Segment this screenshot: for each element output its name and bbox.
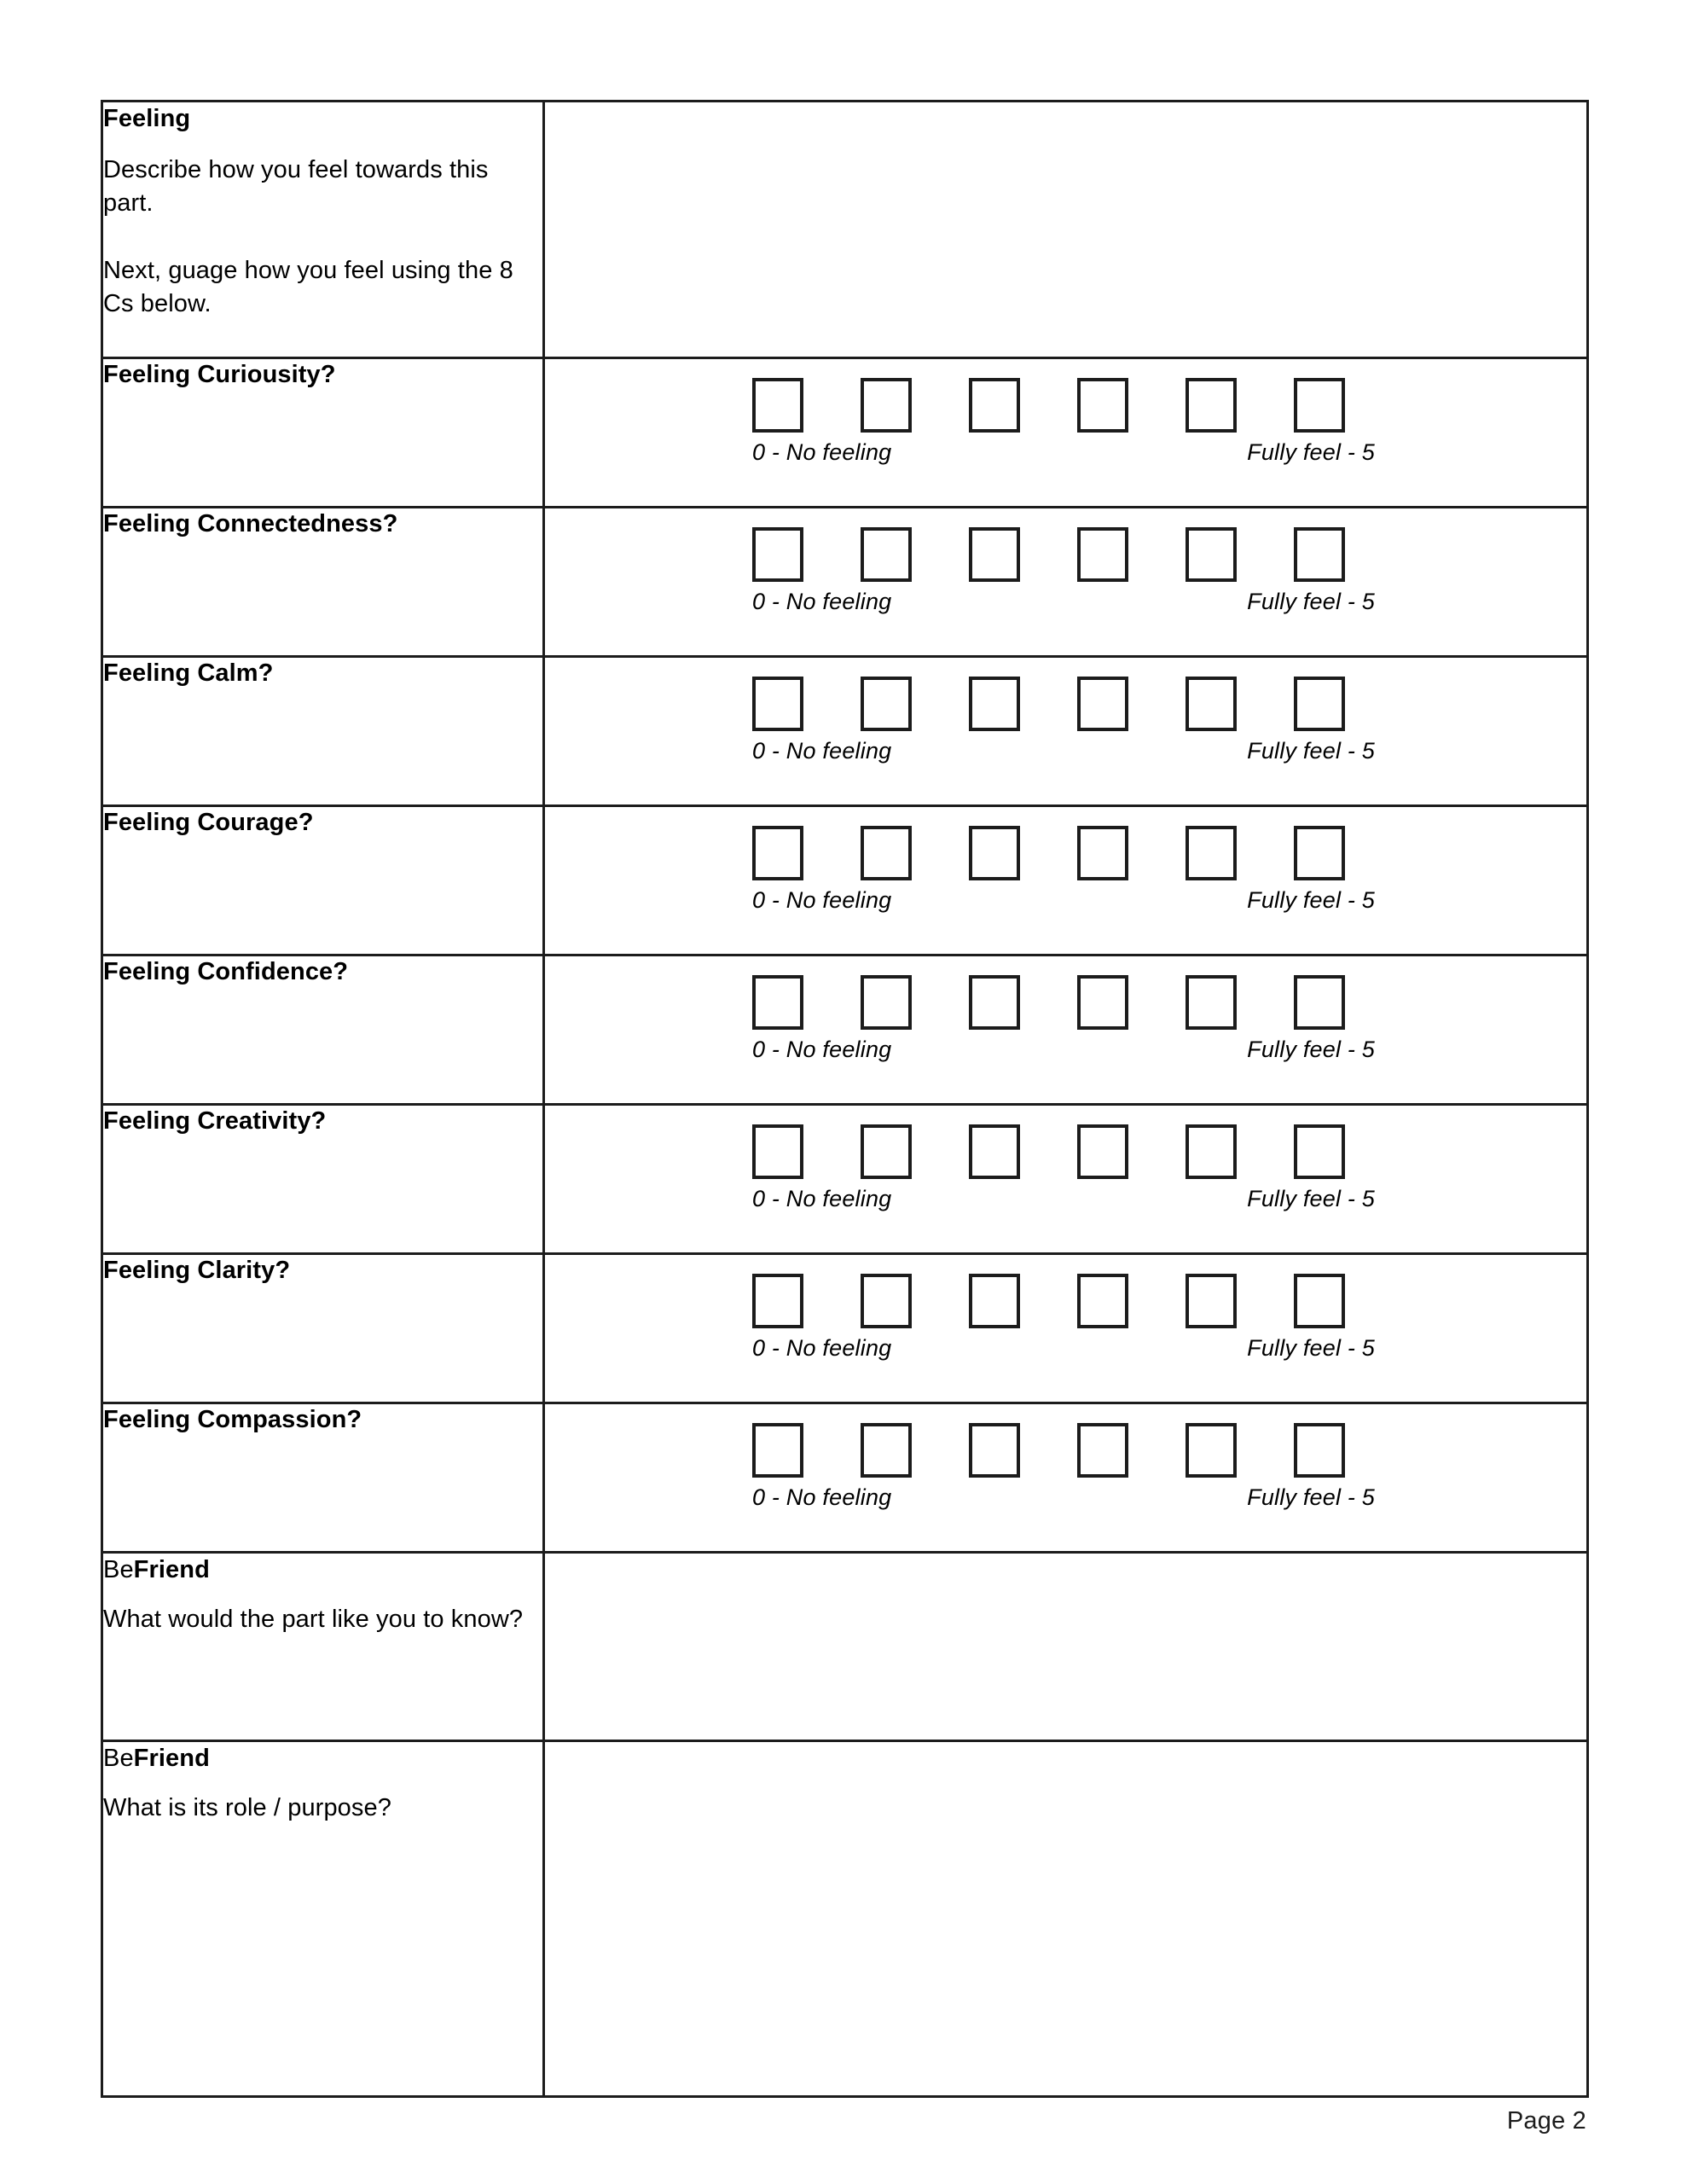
scale-caption-high: Fully feel - 5 <box>1247 1186 1375 1211</box>
scale-checkbox-5[interactable] <box>1294 1124 1345 1179</box>
scale-caption-row-clarity <box>752 1334 1375 1362</box>
scale-caption-low: 0 - No feeling <box>752 1335 892 1361</box>
worksheet-table-body <box>102 102 1588 2097</box>
table-row-confidence <box>102 956 1588 1105</box>
scale-checkbox-3[interactable] <box>1077 527 1128 582</box>
scale-checkbox-5[interactable] <box>1294 378 1345 433</box>
checkbox-row-courage <box>752 826 1375 880</box>
scale-label-creativity: Feeling Creativity? <box>103 1107 327 1135</box>
scale-label-confidence: Feeling Confidence? <box>103 958 349 985</box>
befriend-heading-suffix: Friend <box>133 1745 210 1772</box>
befriend-question-role: What is its role / purpose? <box>103 1794 391 1822</box>
scale-checkbox-1[interactable] <box>861 677 912 731</box>
scale-checkbox-0[interactable] <box>752 378 803 433</box>
scale-checkbox-1[interactable] <box>861 378 912 433</box>
scale-checkbox-2[interactable] <box>969 1124 1020 1179</box>
scale-caption-low: 0 - No feeling <box>752 738 892 764</box>
feeling-intro-answer-field[interactable] <box>544 102 1588 358</box>
scale-checkbox-1[interactable] <box>861 826 912 880</box>
scale-caption-row-calm <box>752 737 1375 764</box>
table-row-compassion <box>102 1403 1588 1553</box>
table-row-creativity <box>102 1105 1588 1254</box>
scale-group-compassion <box>752 1423 1375 1511</box>
scale-checkbox-2[interactable] <box>969 677 1020 731</box>
scale-checkbox-4[interactable] <box>1186 975 1237 1030</box>
scale-caption-high: Fully feel - 5 <box>1247 1335 1375 1361</box>
scale-checkbox-4[interactable] <box>1186 826 1237 880</box>
scale-checkbox-2[interactable] <box>969 1274 1020 1328</box>
scale-checkbox-0[interactable] <box>752 1423 803 1478</box>
scale-checkbox-0[interactable] <box>752 677 803 731</box>
scale-cell-calm <box>544 657 1588 806</box>
befriend-prompt-cell-know <box>102 1553 544 1741</box>
scale-checkbox-3[interactable] <box>1077 826 1128 880</box>
worksheet-table <box>101 100 1589 2098</box>
checkbox-row-clarity <box>752 1274 1375 1328</box>
scale-checkbox-4[interactable] <box>1186 1124 1237 1179</box>
scale-checkbox-1[interactable] <box>861 1274 912 1328</box>
scale-caption-low: 0 - No feeling <box>752 887 892 913</box>
scale-checkbox-5[interactable] <box>1294 1423 1345 1478</box>
table-row-clarity <box>102 1254 1588 1403</box>
scale-label-cell-confidence <box>102 956 544 1105</box>
scale-checkbox-3[interactable] <box>1077 1423 1128 1478</box>
scale-group-calm <box>752 677 1375 764</box>
scale-label-curiousity: Feeling Curiousity? <box>103 361 336 388</box>
scale-caption-high: Fully feel - 5 <box>1247 589 1375 614</box>
scale-checkbox-4[interactable] <box>1186 677 1237 731</box>
scale-checkbox-3[interactable] <box>1077 1274 1128 1328</box>
checkbox-row-connectedness <box>752 527 1375 582</box>
scale-cell-connectedness <box>544 508 1588 657</box>
scale-checkbox-5[interactable] <box>1294 1274 1345 1328</box>
scale-checkbox-1[interactable] <box>861 1124 912 1179</box>
scale-checkbox-2[interactable] <box>969 378 1020 433</box>
scale-label-courage: Feeling Courage? <box>103 809 314 836</box>
scale-caption-row-connectedness <box>752 588 1375 615</box>
feeling-intro-prompt-cell <box>102 102 544 358</box>
scale-caption-high: Fully feel - 5 <box>1247 1037 1375 1062</box>
scale-cell-compassion <box>544 1403 1588 1553</box>
scale-checkbox-5[interactable] <box>1294 677 1345 731</box>
scale-caption-row-confidence <box>752 1036 1375 1063</box>
scale-checkbox-4[interactable] <box>1186 527 1237 582</box>
befriend-heading-prefix: Be <box>103 1556 134 1583</box>
scale-label-cell-creativity <box>102 1105 544 1254</box>
scale-checkbox-4[interactable] <box>1186 1274 1237 1328</box>
scale-group-connectedness <box>752 527 1375 615</box>
checkbox-row-creativity <box>752 1124 1375 1179</box>
scale-checkbox-1[interactable] <box>861 527 912 582</box>
scale-caption-row-courage <box>752 886 1375 914</box>
scale-caption-low: 0 - No feeling <box>752 1186 892 1211</box>
page-number-footer: Page 2 <box>1506 2107 1586 2135</box>
scale-checkbox-5[interactable] <box>1294 975 1345 1030</box>
scale-caption-row-compassion <box>752 1484 1375 1511</box>
feeling-heading: Feeling <box>103 105 191 132</box>
scale-label-calm: Feeling Calm? <box>103 659 274 687</box>
scale-label-cell-clarity <box>102 1254 544 1403</box>
scale-caption-low: 0 - No feeling <box>752 589 892 614</box>
befriend-answer-field-know[interactable] <box>544 1553 1588 1741</box>
feeling-instruction-2: Next, guage how you feel using the 8 Cs below. <box>103 256 513 317</box>
scale-label-clarity: Feeling Clarity? <box>103 1257 291 1284</box>
scale-cell-clarity <box>544 1254 1588 1403</box>
scale-label-cell-compassion <box>102 1403 544 1553</box>
scale-checkbox-2[interactable] <box>969 975 1020 1030</box>
scale-label-connectedness: Feeling Connectedness? <box>103 510 398 537</box>
scale-checkbox-0[interactable] <box>752 527 803 582</box>
scale-caption-low: 0 - No feeling <box>752 1484 892 1510</box>
table-row-curiousity <box>102 358 1588 508</box>
checkbox-row-curiousity <box>752 378 1375 433</box>
befriend-question-know: What would the part like you to know? <box>103 1606 524 1634</box>
scale-caption-low: 0 - No feeling <box>752 439 892 465</box>
feeling-instruction-1: Describe how you feel towards this part. <box>103 156 489 218</box>
scale-group-confidence <box>752 975 1375 1063</box>
befriend-answer-field-role[interactable] <box>544 1741 1588 2097</box>
scale-label-cell-connectedness <box>102 508 544 657</box>
scale-group-clarity <box>752 1274 1375 1362</box>
scale-checkbox-1[interactable] <box>861 975 912 1030</box>
checkbox-row-calm <box>752 677 1375 731</box>
table-row-befriend-role <box>102 1741 1588 2097</box>
scale-caption-high: Fully feel - 5 <box>1247 887 1375 913</box>
table-row-courage <box>102 806 1588 956</box>
scale-checkbox-0[interactable] <box>752 1274 803 1328</box>
scale-checkbox-0[interactable] <box>752 975 803 1030</box>
befriend-heading-know <box>103 1554 542 1586</box>
befriend-heading-suffix: Friend <box>133 1556 210 1583</box>
table-row-feeling-intro <box>102 102 1588 358</box>
scale-checkbox-5[interactable] <box>1294 826 1345 880</box>
checkbox-row-compassion <box>752 1423 1375 1478</box>
scale-checkbox-1[interactable] <box>861 1423 912 1478</box>
scale-checkbox-0[interactable] <box>752 1124 803 1179</box>
scale-cell-confidence <box>544 956 1588 1105</box>
scale-cell-curiousity <box>544 358 1588 508</box>
scale-label-cell-curiousity <box>102 358 544 508</box>
befriend-heading-prefix: Be <box>103 1745 134 1772</box>
scale-checkbox-3[interactable] <box>1077 975 1128 1030</box>
scale-caption-high: Fully feel - 5 <box>1247 439 1375 465</box>
scale-checkbox-4[interactable] <box>1186 1423 1237 1478</box>
scale-checkbox-4[interactable] <box>1186 378 1237 433</box>
checkbox-row-confidence <box>752 975 1375 1030</box>
scale-group-creativity <box>752 1124 1375 1212</box>
scale-caption-low: 0 - No feeling <box>752 1037 892 1062</box>
table-row-calm <box>102 657 1588 806</box>
scale-label-compassion: Feeling Compassion? <box>103 1406 362 1433</box>
scale-checkbox-3[interactable] <box>1077 378 1128 433</box>
scale-caption-row-curiousity <box>752 439 1375 466</box>
scale-caption-high: Fully feel - 5 <box>1247 1484 1375 1510</box>
scale-checkbox-5[interactable] <box>1294 527 1345 582</box>
scale-caption-high: Fully feel - 5 <box>1247 738 1375 764</box>
scale-cell-creativity <box>544 1105 1588 1254</box>
scale-group-curiousity <box>752 378 1375 466</box>
scale-group-courage <box>752 826 1375 914</box>
scale-label-cell-calm <box>102 657 544 806</box>
scale-checkbox-2[interactable] <box>969 1423 1020 1478</box>
scale-cell-courage <box>544 806 1588 956</box>
scale-checkbox-3[interactable] <box>1077 1124 1128 1179</box>
scale-checkbox-2[interactable] <box>969 527 1020 582</box>
scale-label-cell-courage <box>102 806 544 956</box>
table-row-befriend-know <box>102 1553 1588 1741</box>
table-row-connectedness <box>102 508 1588 657</box>
scale-checkbox-0[interactable] <box>752 826 803 880</box>
befriend-heading-role <box>103 1742 542 1774</box>
scale-caption-row-creativity <box>752 1185 1375 1212</box>
befriend-prompt-cell-role <box>102 1741 544 2097</box>
scale-checkbox-2[interactable] <box>969 826 1020 880</box>
scale-checkbox-3[interactable] <box>1077 677 1128 731</box>
